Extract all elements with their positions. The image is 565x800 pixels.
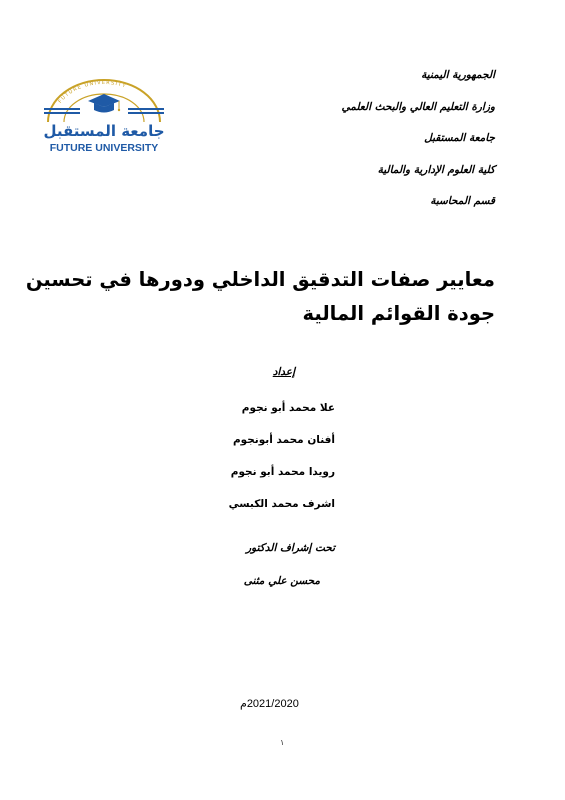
author-name: اشرف محمد الكبسي <box>228 498 335 510</box>
university-line: جامعة المستقبل <box>424 132 495 144</box>
logo-ring-text: FUTURE UNIVERSITY <box>57 79 128 105</box>
title-line-1: معايير صفات التدقيق الداخلي ودورها في تحسين <box>25 268 495 291</box>
author-name: أفنان محمد أبونجوم <box>232 434 335 446</box>
author-name: علا محمد أبو نجوم <box>241 402 335 414</box>
thesis-title <box>25 263 495 331</box>
ministry-line: وزارة التعليم العالي والبحث العلمي <box>341 100 495 113</box>
academic-year: 2021/2020م <box>240 698 299 710</box>
logo-english-wordmark: FUTURE UNIVERSITY <box>49 142 159 154</box>
page-number: ١ <box>280 738 285 747</box>
university-logo <box>34 72 174 156</box>
title-line-2: جودة القوائم المالية <box>302 302 495 325</box>
supervision-label: تحت إشراف الدكتور <box>246 542 335 554</box>
country-line: الجمهورية اليمنية <box>421 69 495 81</box>
prepared-by-label: إعداد <box>272 366 295 378</box>
logo-arabic-wordmark: جامعة المستقبل <box>43 122 165 140</box>
author-name: رويدا محمد أبو نجوم <box>230 466 335 478</box>
department-line: قسم المحاسبة <box>430 195 495 207</box>
college-line: كلية العلوم الإدارية والمالية <box>377 163 495 176</box>
institution-header <box>195 66 495 224</box>
supervisor-name: محسن علي مثنى <box>243 575 320 587</box>
author-list <box>229 400 335 528</box>
graduation-cap-icon <box>88 94 120 113</box>
